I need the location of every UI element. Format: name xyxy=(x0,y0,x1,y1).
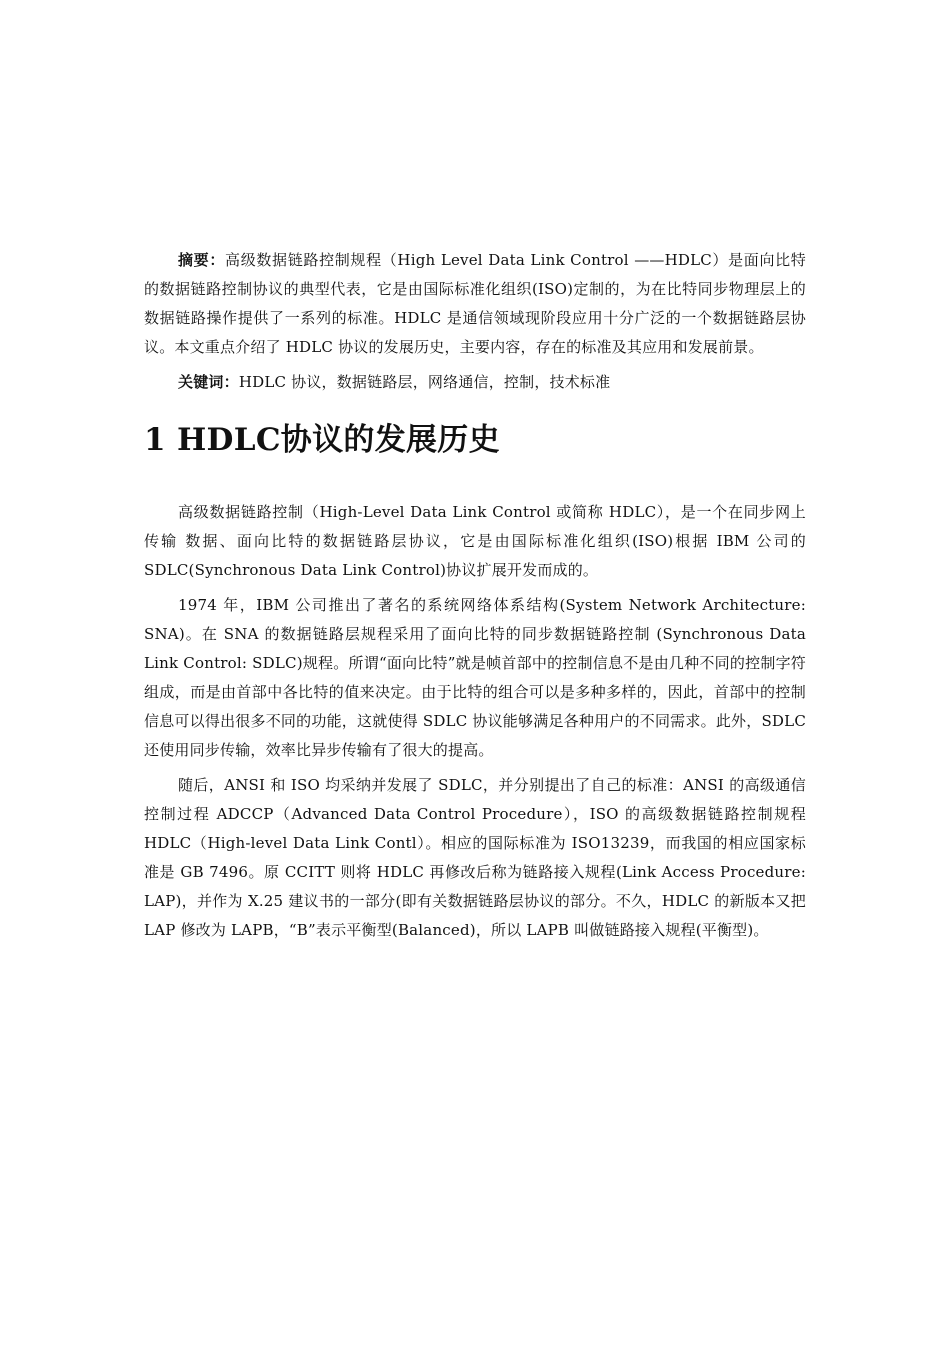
keywords-label: 关键词： xyxy=(178,373,239,391)
keywords-paragraph xyxy=(144,368,806,396)
section-paragraph-1: 高级数据链路控制（High-Level Data Link Control 或简称 HDLC），是一个在同步网上传输 数据、面向比特的数据链路层协议，它是由国际标准化组织(ISO)根据 IBM 公司的 SDLC(Synchronous Data Link Control)协议扩展开发而成的。 xyxy=(144,503,806,579)
section-paragraph-3: 随后，ANSI 和 ISO 均采纳并发展了 SDLC，并分别提出了自己的标准：ANSI 的高级通信控制过程 ADCCP（Advanced Data Control Procedure），ISO 的高级数据链路控制规程 HDLC（High-level Data Link Contl）。相应的国际标准为 ISO13239，而我国的相应国家标准是 GB 7496。原 CCITT 则将 HDLC 再修改后称为链路接入规程(Link Access Procedure: LAP)，并作为 X.25 建议书的一部分(即有关数据链路层协议的部分。不久，HDLC 的新版本又把 LAP 修改为 LAPB，“B”表示平衡型(Balanced)，所以 LAPB 叫做链路接入规程(平衡型)。 xyxy=(144,776,806,939)
section-heading: 1 HDLC协议的发展历史 xyxy=(144,422,500,458)
keywords-text: HDLC 协议，数据链路层，网络通信，控制，技术标准 xyxy=(238,373,611,391)
abstract-label: 摘要： xyxy=(178,251,226,269)
abstract-paragraph xyxy=(144,246,806,362)
section-paragraph-2: 1974 年，IBM 公司推出了著名的系统网络体系结构(System Network Architecture: SNA)。在 SNA 的数据链路层规程采用了面向比特的同步数据链路控制 (Synchronous Data Link Control: SDLC)规程。所谓“面向比特”就是帧首部中的控制信息不是由几种不同的控制字符组成，而是由首部中各比特的值来决定。由于比特的组合可以是多种多样的，因此，首部中的控制信息可以得出很多不同的功能，这就使得 SDLC 协议能够满足各种用户的不同需求。此外，SDLC 还使用同步传输，效率比异步传输有了很大的提高。 xyxy=(144,596,806,759)
document-body xyxy=(144,246,806,951)
abstract-text: 高级数据链路控制规程（High Level Data Link Control ——HDLC）是面向比特的数据链路控制协议的典型代表，它是由国际标准化组织(ISO)定制的，为在比特同步物理层上的数据链路操作提供了一系列的标准。HDLC 是通信领域现阶段应用十分广泛的一个数据链路层协议。本文重点介绍了 HDLC 协议的发展历史，主要内容，存在的标准及其应用和发展前景。 xyxy=(144,251,806,356)
